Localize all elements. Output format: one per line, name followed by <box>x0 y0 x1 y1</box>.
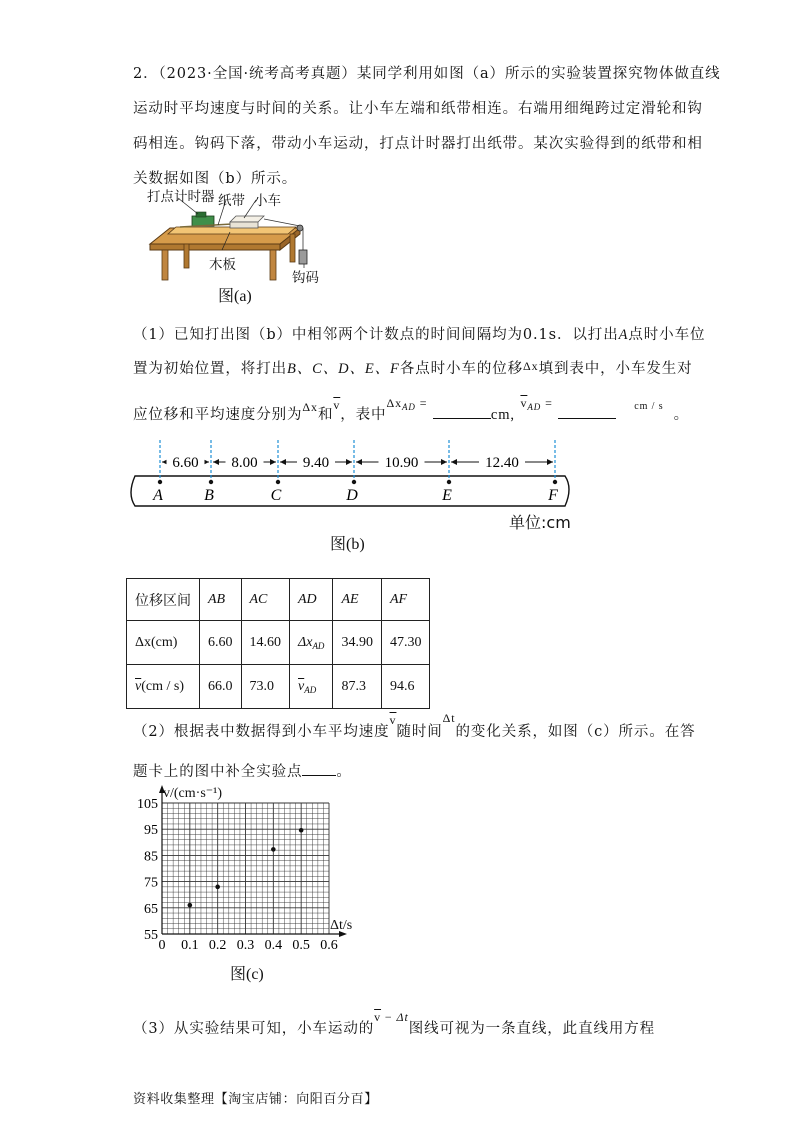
answer-blank-points[interactable] <box>302 775 336 776</box>
part2-text-1b: 随时间 <box>396 724 443 740</box>
row-label-v-sym: $\overline{v}$ <box>135 678 142 694</box>
part1-ad-sub: AD <box>401 402 416 412</box>
label-tape: 纸带 <box>218 193 245 209</box>
blank-dx-sub: AD <box>312 640 325 651</box>
table-cell: 94.6 <box>381 665 430 709</box>
tape-dot <box>276 480 280 484</box>
data-point <box>271 847 276 852</box>
part1-text-1-end: 点时小车位 <box>628 327 706 343</box>
table-cell: 66.0 <box>200 665 242 709</box>
blank-v-sub: AD <box>304 684 317 695</box>
question-intro-line-4: 关数据如图（b）所示。 <box>133 171 298 187</box>
tape-dot <box>352 480 356 484</box>
part1-point-a: A <box>618 327 629 343</box>
part2-line-2 <box>133 760 352 781</box>
part1-dx-symbol: Δx <box>523 359 539 373</box>
part1-unit-cms: cm / s <box>634 401 664 412</box>
part1-line-2 <box>133 357 693 378</box>
part1-text-1: （1）已知打出图（b）中相邻两个计数点的时间间隔均为0.1s．以打出 <box>133 327 619 343</box>
part1-eq-2: = <box>545 396 553 410</box>
arrow-head <box>441 459 447 465</box>
part1-dx-ad: Δx <box>386 396 402 410</box>
part1-end: 。 <box>673 407 689 423</box>
x-tick-label: 0.5 <box>292 938 310 953</box>
table-header-cell: AB <box>200 579 242 621</box>
row-label-dx <box>127 621 200 665</box>
tape-point-label: A <box>153 487 163 504</box>
arrow-head <box>213 459 219 465</box>
tape-dot <box>553 480 557 484</box>
label-board: 木板 <box>209 257 236 273</box>
question-intro-line-2: 运动时平均速度与时间的关系。让小车左端和纸带相连。右端用细绳跨过定滑轮和钩 <box>133 101 703 117</box>
tape-point-label: B <box>204 487 214 504</box>
table-cell: 87.3 <box>333 665 382 709</box>
part2-text-2: 题卡上的图中补全实验点 <box>133 764 303 780</box>
figure-b-unit: 单位:cm <box>509 513 571 532</box>
x-tick-label: 0.4 <box>264 938 283 953</box>
tape-segment-label: 12.40 <box>485 455 519 471</box>
part1-ad-sub-2: AD <box>527 402 542 412</box>
part1-and: 和 <box>317 407 334 423</box>
table-row-v <box>127 665 430 709</box>
chart-ylabel-text: v/(cm·s⁻¹) <box>163 786 223 801</box>
data-point <box>215 885 220 890</box>
part1-unit-cm: cm, <box>490 407 515 423</box>
row-label-dx-sym: Δx <box>135 634 152 650</box>
tape-dot <box>158 480 162 484</box>
answer-blank-dx-ad[interactable] <box>433 418 491 419</box>
blank-dx-sym: Δx <box>298 634 313 650</box>
y-tick-label: 55 <box>144 928 158 943</box>
tape-point-label: E <box>442 487 452 504</box>
arrow-head <box>346 459 352 465</box>
arrow-head <box>547 459 553 465</box>
figure-a-caption: 图(a) <box>218 288 252 305</box>
data-point <box>188 903 193 908</box>
table-header-cell: AE <box>333 579 382 621</box>
part1-eq-1: = <box>419 396 428 410</box>
table-header-row <box>127 579 430 621</box>
part3-text-1a: （3）从实验结果可知，小车运动的 <box>133 1021 375 1037</box>
x-tick-label: 0.3 <box>236 938 255 953</box>
table-cell: 14.60 <box>241 621 290 665</box>
part2-end: 。 <box>336 764 352 780</box>
x-tick-label: 0.6 <box>320 938 338 953</box>
tape-point-label: F <box>548 487 558 504</box>
tape-segment-label: 10.90 <box>384 455 419 471</box>
part2-dt-symbol: Δt <box>442 711 456 725</box>
table-cell: 73.0 <box>241 665 290 709</box>
table-header-cell: AD <box>290 579 333 621</box>
part1-text-2c: 填到表中，小车发生对 <box>538 361 693 377</box>
y-tick-label: 105 <box>137 797 158 812</box>
row-label-dx-unit: (cm) <box>151 634 178 650</box>
table-cell: 47.30 <box>381 621 430 665</box>
y-tick-label: 75 <box>144 875 158 891</box>
part1-text-2a: 置为初始位置，将打出 <box>133 361 287 377</box>
part2-text-1a: （2）根据表中数据得到小车平均速度 <box>133 724 390 740</box>
tape-point-label: D <box>346 487 358 504</box>
tape-point-label: C <box>270 487 282 504</box>
part3-dash: − <box>381 1010 397 1024</box>
arrow-head <box>270 459 276 465</box>
chart-ylabel <box>163 785 222 802</box>
part1-v-ad: $\overline{v}$ <box>520 396 528 410</box>
part2-v-symbol: v <box>389 713 397 727</box>
part1-points-list: B、C、D、E、F <box>287 361 400 377</box>
tape-dot <box>447 480 451 484</box>
chart-xlabel: Δt/s <box>330 918 353 933</box>
table-row-dx <box>127 621 430 665</box>
data-point <box>299 828 304 833</box>
footer-watermark: 资料收集整理【淘宝店铺：向阳百分百】 <box>133 1092 378 1107</box>
part1-text-3a: 应位移和平均速度分别为 <box>133 407 303 423</box>
part1-text-3mid: ，表中 <box>340 407 387 423</box>
question-intro-line-1 <box>133 62 721 83</box>
arrow-head <box>356 459 362 465</box>
question-number: 2． <box>133 66 159 82</box>
tape-segment-label: 9.40 <box>302 455 330 471</box>
y-tick-label: 65 <box>144 901 158 917</box>
table-header-cell: 位移区间 <box>127 579 200 621</box>
arrow-head <box>451 459 457 465</box>
question-source: （2023·全国·统考高考真题） <box>158 66 357 82</box>
table-cell-blank-dx-ad[interactable] <box>290 621 333 665</box>
blank-v-sym: $\overline{v}$ <box>298 678 305 694</box>
part1-line-3 <box>133 396 689 424</box>
label-weight: 钩码 <box>292 270 319 286</box>
part1-v-symbol: v <box>333 398 341 412</box>
x-tick-label: 0.2 <box>208 938 227 953</box>
table-cell: 6.60 <box>200 621 242 665</box>
figure-c-caption: 图(c) <box>230 966 264 983</box>
y-tick-label: 85 <box>144 849 158 865</box>
table-cell: 34.90 <box>333 621 382 665</box>
tape-segment-label: 6.60 <box>172 455 199 471</box>
label-timer: 打点计时器 <box>147 189 215 205</box>
answer-blank-v-ad[interactable] <box>558 418 616 419</box>
arrow-head <box>280 459 286 465</box>
part3-v-symbol: $\overline{v}$ <box>374 1010 382 1024</box>
tape-dot <box>209 480 213 484</box>
y-tick-label: 95 <box>144 823 158 839</box>
table-cell-blank-v-ad[interactable] <box>290 665 333 709</box>
row-label-v <box>127 665 200 709</box>
intro-text-1: 某同学利用如图（a）所示的实验装置探究物体做直线 <box>356 66 721 82</box>
tape-segment-label: 8.00 <box>231 455 258 471</box>
question-intro-line-3: 码相连。钩码下落，带动小车运动，打点计时器打出纸带。某次实验得到的纸带和相 <box>133 136 703 152</box>
part3-line-1 <box>133 1010 656 1038</box>
part1-line-1 <box>133 323 705 344</box>
label-cart: 小车 <box>254 193 281 209</box>
part3-dt-symbol: Δt <box>396 1010 409 1024</box>
part2-text-1c: 的变化关系，如图（c）所示。在答 <box>455 724 696 740</box>
table-header-cell: AC <box>241 579 290 621</box>
part1-text-2b: 各点时小车的位移 <box>399 361 524 377</box>
table-header-cell: AF <box>381 579 430 621</box>
part1-dx-symbol-2: Δx <box>302 400 318 414</box>
x-tick-label: 0 <box>158 938 166 953</box>
x-tick-label: 0.1 <box>181 938 199 953</box>
row-label-v-unit: (cm / s) <box>141 678 184 694</box>
part3-text-1b: 图线可视为一条直线，此直线用方程 <box>408 1021 656 1037</box>
data-table <box>126 578 430 709</box>
figure-b-caption: 图(b) <box>330 536 365 553</box>
